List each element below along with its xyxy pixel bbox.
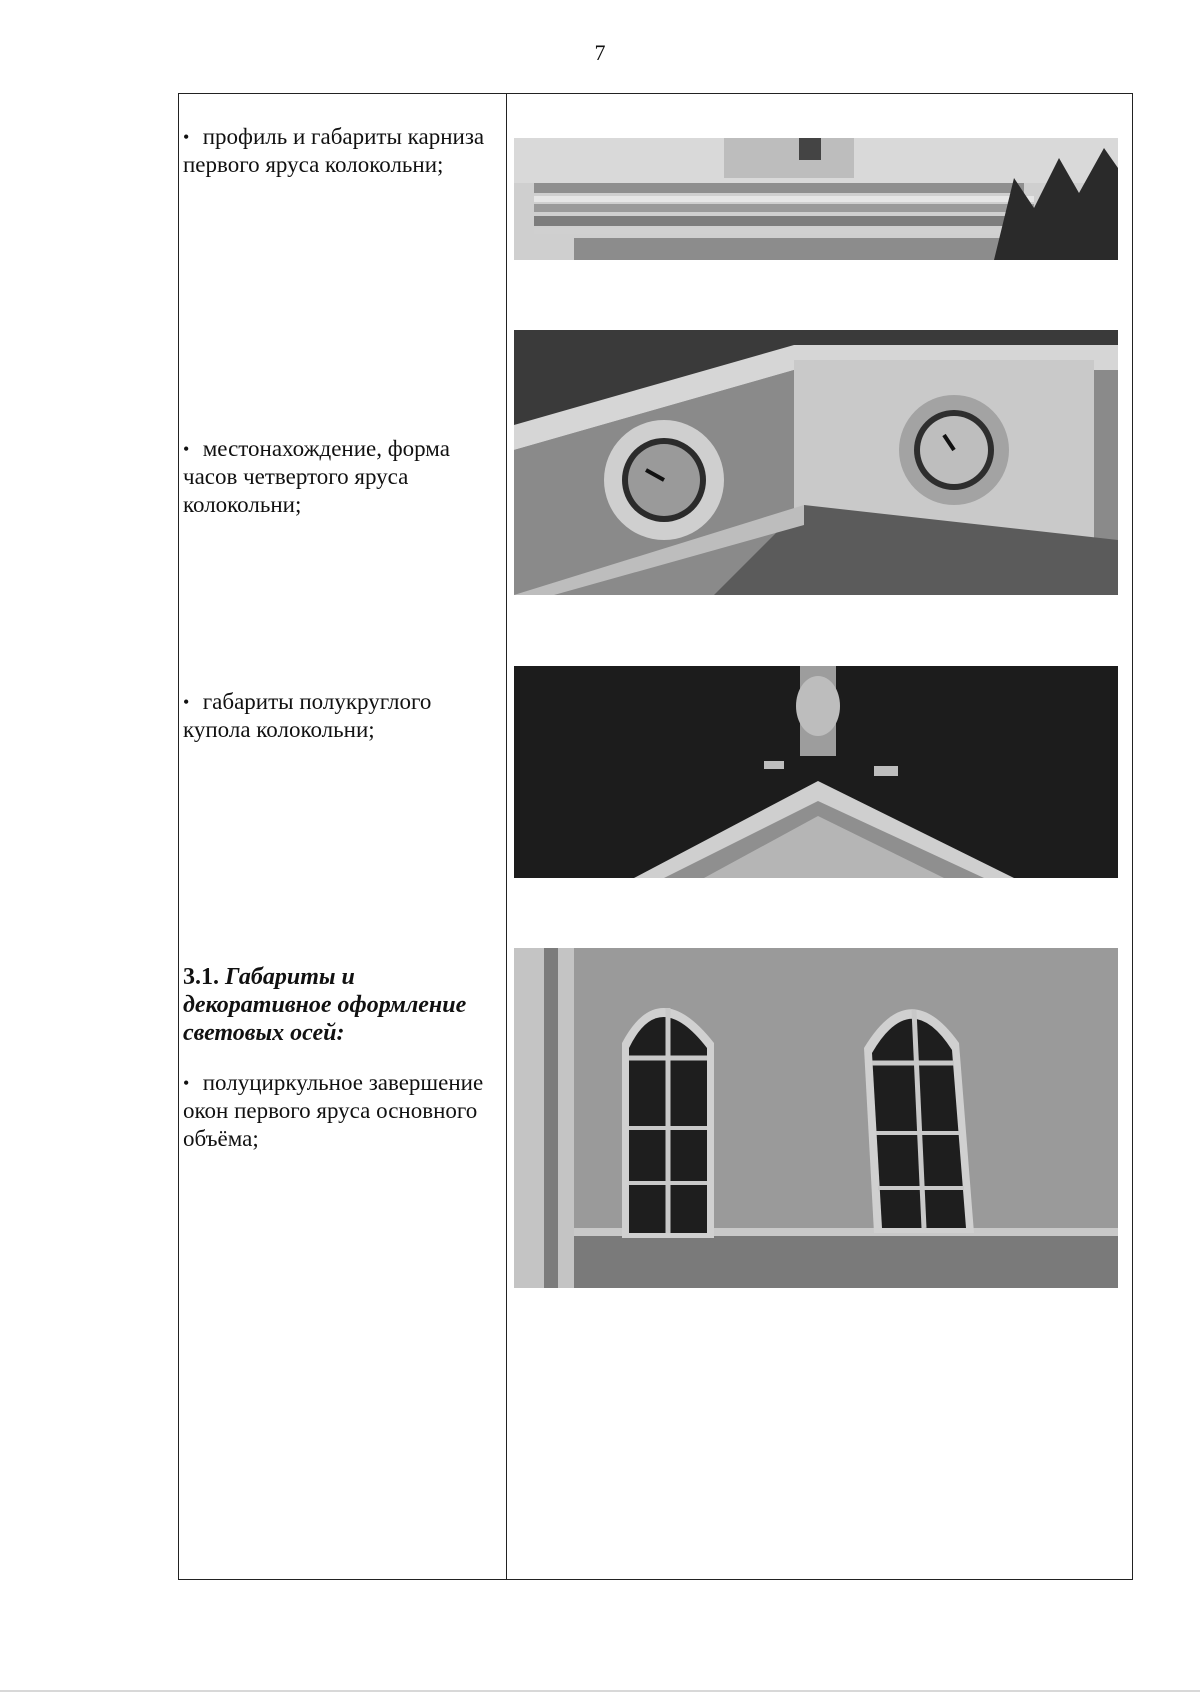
column-divider (506, 93, 507, 1580)
row-2-text (183, 435, 495, 519)
scan-edge (0, 1690, 1200, 1692)
row-4-description: полуциркульное завершение окон первого яруса основного объёма; (183, 1070, 484, 1151)
section-title: Габариты и декоративное оформление световых осей: (183, 964, 467, 1046)
bullet: • (183, 127, 190, 147)
row-3-description: габариты полукруглого купола колокольни; (183, 689, 432, 742)
photo-cornice (514, 138, 1118, 260)
row-2-description: местонахождение, форма часов четвертого яруса колокольни; (183, 436, 450, 517)
bullet: • (183, 1073, 190, 1093)
section-heading (183, 963, 495, 1047)
section-number: 3.1. (183, 964, 219, 990)
photo-dome (514, 666, 1118, 878)
row-1-description: профиль и габариты карниза первого яруса колокольни; (183, 124, 485, 177)
row-1-text (183, 123, 495, 179)
bullet: • (183, 439, 190, 459)
row-3-text (183, 688, 495, 744)
page-number: 7 (594, 40, 606, 65)
photo-windows (514, 948, 1118, 1288)
bullet: • (183, 692, 190, 712)
row-4-text (183, 963, 495, 1153)
photo-clocks (514, 330, 1118, 595)
